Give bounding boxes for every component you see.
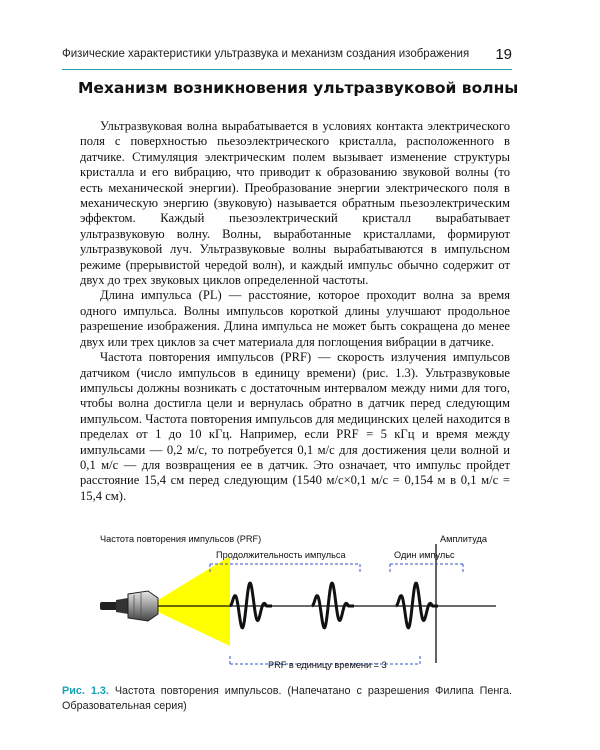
paragraph-3: Частота повторения импульсов (PRF) — скорость излучения импульсов датчиком (число импульсов в единицу времени) (рис. 1.3). Ультразвуковые импульсы должны возникать с достаточным интервалом между ними для того, чтобы волна достигла цели и вернулась обратно в датчик перед следующим импульсом. Частота повторения импульсов для медицинских целей находится в пределах от 1 до 10 кГц. Например, если PRF = 5 кГц и время между импульсами — 0,2 м/с, то потребуется 0,1 м/с для достижения цели волной и 0,1 м/с — для возвращения ее в датчик. Это означает, что импульс пройдет расстояние 15,4 см перед следующим (1540 м/с×0,1 м/с = 0,154 м в 0,1 м/с = 15,4 см). [80,350,510,503]
page-header [62,46,512,68]
amplitude-label: Амплитуда [440,534,487,544]
page-number: 19 [495,46,512,63]
paragraph-2: Длина импульса (PL) — расстояние, которое проходит волна за время одного импульса. Волны импульсов короткой длины улучшают продольное разрешение изображения. Длина импульса не может быть сокращена до менее двух или трех циклов за счет материала для поглощения вибрации в датчике. [80,288,510,349]
one-pulse-label: Один импульс [394,550,455,560]
figure-pulse-repetition [78,528,514,680]
pulse-duration-label: Продолжительность импульса [216,550,346,560]
one-pulse-bracket [390,564,463,572]
header-divider [62,69,512,70]
ultrasound-beam [158,556,230,646]
body-text [80,119,510,504]
paragraph-1: Ультразвуковая волна вырабатывается в условиях контакта электрического поля с поверхностью пьезоэлектрического кристалла, расположенного в датчике. Стимуляция электрическим полем вызывает изменение структуры кристалла и его вибрацию, что приводит к образованию звуковой волны (то есть механической энергии). Преобразование энергии электрического поля в механическую энергию (звуковую) называется обратным пьезоэлектрическим эффектом. Каждый пьезоэлектрический кристалл вырабатывает ультразвуковую волну. Волны, выработанные кристаллами, формируют ультразвуковой луч. Ультразвуковые волны вырабатываются в импульсном режиме (прерывистой чередой волн), и каждый импульс обычно содержит от двух до трех звуковых циклов определенной частоты. [80,119,510,288]
section-title: Механизм возникновения ультразвуковой волны [78,79,519,97]
prf-label: Частота повторения импульсов (PRF) [100,534,262,544]
running-title: Физические характеристики ультразвука и механизм создания изображения [62,48,470,60]
caption-text: Частота повторения импульсов. (Напечатано с разрешения Филипа Пенга. Образовательная серия) [62,685,512,712]
prf-per-time-label: PRF в единицу времени = 3 [268,660,387,670]
pulse-duration-bracket [210,564,360,572]
caption-label: Рис. 1.3. [62,685,109,697]
transducer-probe-icon [100,591,158,621]
figure-caption [62,684,512,714]
